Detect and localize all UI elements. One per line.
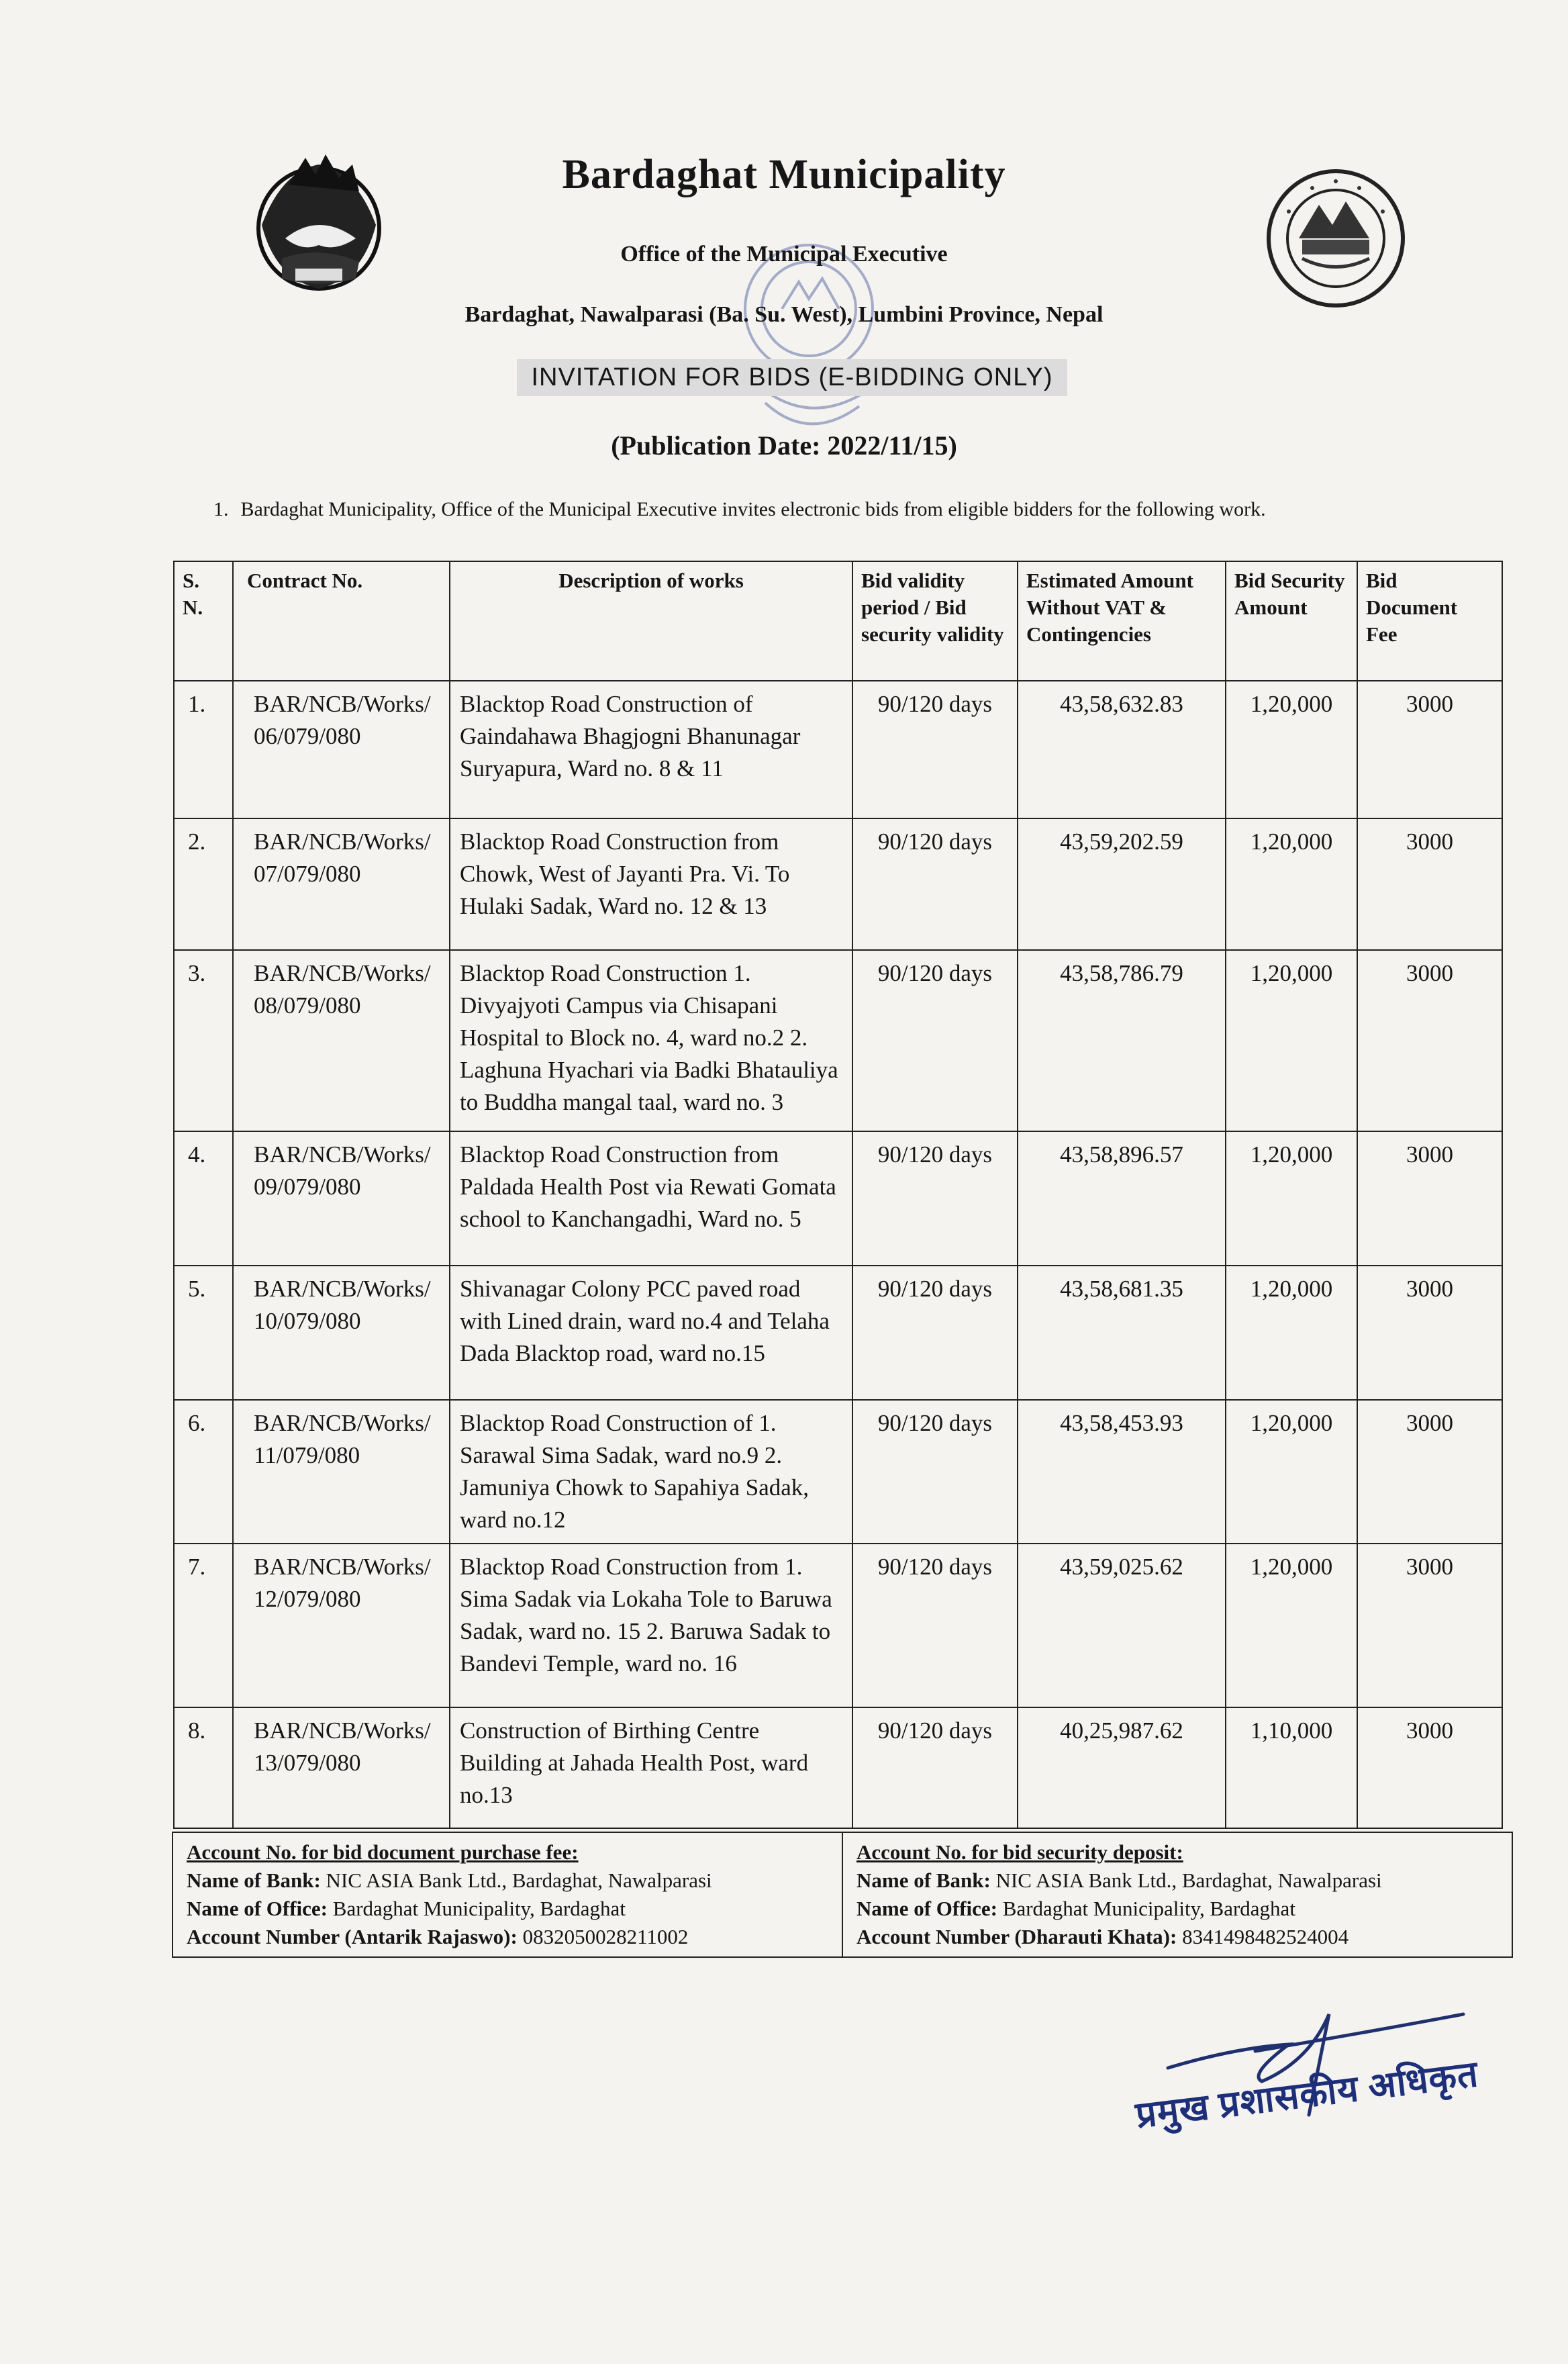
cell-description: Construction of Birthing Centre Building at Jahada Health Post, ward no.13 [450, 1707, 852, 1828]
deposit-account-line [856, 1923, 1498, 1951]
cell-contract: BAR/NCB/Works/12/079/080 [233, 1544, 450, 1707]
signatory-title: प्रमुख प्रशासकीय अधिकृत [1133, 2053, 1481, 2136]
cell-sn: 2. [174, 818, 233, 950]
table-row [174, 681, 1502, 818]
cell-security: 1,20,000 [1226, 1131, 1357, 1266]
office-address: Bardaghat, Nawalparasi (Ba. Su. West), Lumbini Province, Nepal [464, 302, 1104, 327]
cell-validity: 90/120 days [852, 1266, 1018, 1400]
cell-amount: 43,58,453.93 [1018, 1400, 1226, 1544]
table-row [174, 1400, 1502, 1544]
header-fee: Bid Document Fee [1357, 561, 1502, 681]
cell-validity: 90/120 days [852, 818, 1018, 950]
cell-validity: 90/120 days [852, 1400, 1018, 1544]
deposit-office-line [856, 1895, 1498, 1923]
table-row [174, 1266, 1502, 1400]
account-label: Account Number (Dharauti Khata): [856, 1925, 1177, 1948]
cell-description: Blacktop Road Construction 1. Divyajyoti Campus via Chisapani Hospital to Block no. 4, ward no.2 2. Laghuna Hyachari via Badki Bhatauliya to Buddha mangal taal, ward no. 3 [450, 950, 852, 1131]
cell-amount: 43,59,025.62 [1018, 1544, 1226, 1707]
page-title: Bardaghat Municipality [562, 152, 1006, 197]
header-sn: S. N. [174, 561, 233, 681]
cell-fee: 3000 [1357, 1131, 1502, 1266]
cell-security: 1,20,000 [1226, 950, 1357, 1131]
bank-label: Name of Bank: [187, 1869, 321, 1892]
cell-fee: 3000 [1357, 681, 1502, 818]
table-row [174, 1544, 1502, 1707]
header-security: Bid Security Amount [1226, 561, 1357, 681]
table-row [174, 818, 1502, 950]
bank-value: NIC ASIA Bank Ltd., Bardaghat, Nawalparasi [326, 1869, 712, 1892]
cell-description: Blacktop Road Construction from Chowk, West of Jayanti Pra. Vi. To Hulaki Sadak, Ward no. 12 & 13 [450, 818, 852, 950]
fee-office-line [187, 1895, 828, 1923]
accounts-row [173, 1832, 1512, 1957]
works-table [173, 561, 1503, 1829]
cell-fee: 3000 [1357, 950, 1502, 1131]
cell-contract: BAR/NCB/Works/08/079/080 [233, 950, 450, 1131]
header-validity: Bid validity period / Bid security validity [852, 561, 1018, 681]
cell-validity: 90/120 days [852, 1707, 1018, 1828]
cell-sn: 8. [174, 1707, 233, 1828]
cell-validity: 90/120 days [852, 1544, 1018, 1707]
accounts-table [172, 1832, 1513, 1958]
cell-fee: 3000 [1357, 1544, 1502, 1707]
cell-fee: 3000 [1357, 1266, 1502, 1400]
cell-description: Blacktop Road Construction of Gaindahawa Bhagjogni Bhanunagar Suryapura, Ward no. 8 & 11 [450, 681, 852, 818]
cell-security: 1,20,000 [1226, 1544, 1357, 1707]
cell-contract: BAR/NCB/Works/07/079/080 [233, 818, 450, 950]
header-amount: Estimated Amount Without VAT & Contingencies [1018, 561, 1226, 681]
cell-amount: 43,58,786.79 [1018, 950, 1226, 1131]
cell-contract: BAR/NCB/Works/06/079/080 [233, 681, 450, 818]
intro-number: 1. [213, 498, 229, 520]
cell-sn: 6. [174, 1400, 233, 1544]
cell-sn: 7. [174, 1544, 233, 1707]
publication-date: (Publication Date: 2022/11/15) [611, 430, 957, 461]
cell-amount: 40,25,987.62 [1018, 1707, 1226, 1828]
cell-description: Blacktop Road Construction from Paldada Health Post via Rewati Gomata school to Kanchangadhi, Ward no. 5 [450, 1131, 852, 1266]
table-row [174, 1707, 1502, 1828]
fee-account-heading: Account No. for bid document purchase fee: [187, 1840, 579, 1864]
office-name: Office of the Municipal Executive [620, 242, 948, 267]
table-header-row [174, 561, 1502, 681]
cell-fee: 3000 [1357, 818, 1502, 950]
cell-description: Shivanagar Colony PCC paved road with Lined drain, ward no.4 and Telaha Dada Blacktop road, ward no.15 [450, 1266, 852, 1400]
account-label: Account Number (Antarik Rajaswo): [187, 1925, 518, 1948]
cell-description: Blacktop Road Construction of 1. Sarawal Sima Sadak, ward no.9 2. Jamuniya Chowk to Sapahiya Sadak, ward no.12 [450, 1400, 852, 1544]
cell-amount: 43,59,202.59 [1018, 818, 1226, 950]
office-label: Name of Office: [187, 1897, 328, 1920]
fee-bank-line [187, 1866, 828, 1895]
cell-fee: 3000 [1357, 1707, 1502, 1828]
cell-security: 1,20,000 [1226, 681, 1357, 818]
account-value: 8341498482524004 [1182, 1925, 1349, 1948]
cell-sn: 5. [174, 1266, 233, 1400]
cell-validity: 90/120 days [852, 950, 1018, 1131]
invitation-heading: INVITATION FOR BIDS (E-BIDDING ONLY) [517, 359, 1067, 396]
office-label: Name of Office: [856, 1897, 998, 1920]
fee-account-cell [173, 1832, 842, 1957]
cell-security: 1,20,000 [1226, 818, 1357, 950]
cell-contract: BAR/NCB/Works/13/079/080 [233, 1707, 450, 1828]
header-contract: Contract No. [233, 561, 450, 681]
cell-security: 1,20,000 [1226, 1400, 1357, 1544]
cell-sn: 1. [174, 681, 233, 818]
cell-security: 1,10,000 [1226, 1707, 1357, 1828]
cell-amount: 43,58,632.83 [1018, 681, 1226, 818]
intro-text: Bardaghat Municipality, Office of the Municipal Executive invites electronic bids from eligible bidders for the following work. [240, 498, 1266, 520]
cell-fee: 3000 [1357, 1400, 1502, 1544]
cell-description: Blacktop Road Construction from 1. Sima Sadak via Lokaha Tole to Baruwa Sadak, ward no. 15 2. Baruwa Sadak to Bandevi Temple, ward no. 16 [450, 1544, 852, 1707]
fee-account-line [187, 1923, 828, 1951]
cell-validity: 90/120 days [852, 681, 1018, 818]
bank-value: NIC ASIA Bank Ltd., Bardaghat, Nawalparasi [995, 1869, 1382, 1892]
cell-contract: BAR/NCB/Works/11/079/080 [233, 1400, 450, 1544]
intro-paragraph [213, 495, 1368, 523]
cell-sn: 4. [174, 1131, 233, 1266]
deposit-account-heading: Account No. for bid security deposit: [856, 1840, 1183, 1864]
cell-sn: 3. [174, 950, 233, 1131]
deposit-account-cell [842, 1832, 1512, 1957]
office-value: Bardaghat Municipality, Bardaghat [332, 1897, 626, 1920]
cell-security: 1,20,000 [1226, 1266, 1357, 1400]
table-row [174, 950, 1502, 1131]
deposit-bank-line [856, 1866, 1498, 1895]
bank-label: Name of Bank: [856, 1869, 991, 1892]
cell-amount: 43,58,896.57 [1018, 1131, 1226, 1266]
office-value: Bardaghat Municipality, Bardaghat [1002, 1897, 1295, 1920]
account-value: 0832050028211002 [522, 1925, 689, 1948]
table-row [174, 1131, 1502, 1266]
cell-amount: 43,58,681.35 [1018, 1266, 1226, 1400]
header-description: Description of works [450, 561, 852, 681]
cell-validity: 90/120 days [852, 1131, 1018, 1266]
cell-contract: BAR/NCB/Works/09/079/080 [233, 1131, 450, 1266]
cell-contract: BAR/NCB/Works/10/079/080 [233, 1266, 450, 1400]
